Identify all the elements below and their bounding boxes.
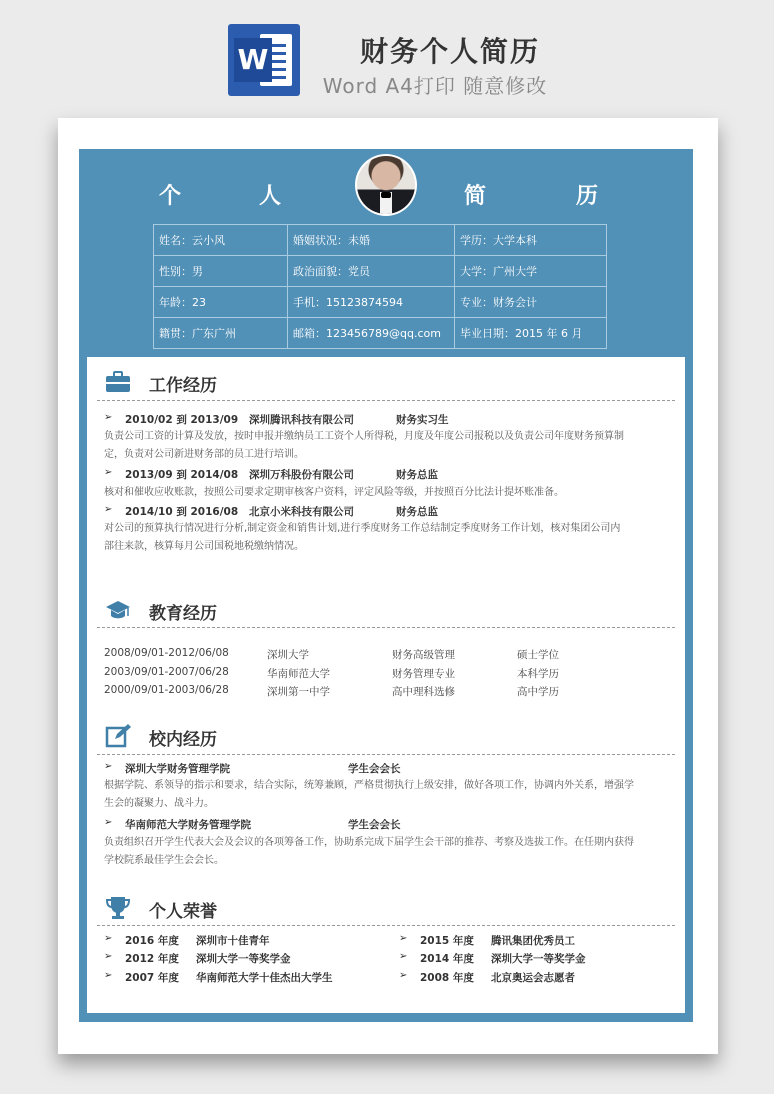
divider (97, 627, 675, 628)
job-description: 对公司的预算执行情况进行分析,制定资金和销售计划,进行季度财务工作总结制定季度财务工作计划，核对集团公司内 部往来款，核算每月公司国税地税缴纳情况。 (104, 523, 621, 552)
edit-icon (105, 723, 131, 749)
edu-major: 高中理科选修 (392, 686, 455, 698)
work-title: 工作经历 (149, 376, 217, 396)
header-char: 人 (259, 184, 282, 209)
info-cell: 专业：财务会计 (455, 287, 607, 318)
info-cell: 邮箱：123456789@qq.com (288, 318, 455, 349)
job-description: 核对和催收应收账款，按照公司要求定期审核客户资料，评定风险等级，并按照百分比法计提坏账准备。 (104, 487, 564, 498)
edu-school: 深圳大学 (267, 649, 309, 661)
info-cell: 姓名：云小风 (154, 225, 288, 256)
divider (97, 754, 675, 755)
edu-date: 2003/09/01-2007/06/28 (104, 666, 229, 678)
job-description: 负责公司工资的计算及发放，按时申报并缴纳员工工资个人所得税，月度及年度公司报税以及负责公司年度财务预算制 定，负责对公司新进财务部的员工进行培训。 (104, 431, 624, 460)
edu-degree: 硕士学位 (517, 649, 559, 661)
info-cell: 学历：大学本科 (455, 225, 607, 256)
edu-major: 财务高级管理 (392, 649, 455, 661)
avatar (355, 154, 417, 216)
info-cell: 毕业日期：2015 年 6 月 (455, 318, 607, 349)
info-cell: 政治面貌：党员 (288, 256, 455, 287)
resume-frame (79, 149, 693, 1022)
header-char: 个 (159, 184, 182, 209)
info-cell: 大学：广州大学 (455, 256, 607, 287)
info-cell: 年龄：23 (154, 287, 288, 318)
banner (0, 0, 774, 110)
info-cell: 婚姻状况：未婚 (288, 225, 455, 256)
campus-title: 校内经历 (149, 730, 217, 750)
header-char: 历 (576, 184, 599, 209)
edu-degree: 高中学历 (517, 686, 559, 698)
divider (97, 925, 675, 926)
briefcase-icon (105, 369, 131, 395)
banner-subtitle: Word A4打印 随意修改 (322, 74, 548, 98)
info-cell: 手机：15123874594 (288, 287, 455, 318)
edu-school: 华南师范大学 (267, 668, 330, 680)
edu-school: 深圳第一中学 (267, 686, 330, 698)
info-cell: 性别：男 (154, 256, 288, 287)
word-icon: W (228, 24, 300, 96)
resume-page (58, 118, 718, 1054)
honors-title: 个人荣誉 (149, 902, 217, 922)
divider (97, 400, 675, 401)
banner-title: 财务个人简历 (359, 35, 540, 68)
edu-date: 2008/09/01-2012/06/08 (104, 647, 229, 659)
trophy-icon (105, 895, 131, 921)
header-char: 简 (464, 184, 487, 209)
campus-description: 根据学院、系领导的指示和要求，结合实际，统筹兼顾，严格贯彻执行上级安排，做好各项工作，协调内外关系，增强学 生会的凝聚力、战斗力。 (104, 780, 634, 809)
edu-major: 财务管理专业 (392, 668, 455, 680)
graduation-cap-icon (105, 597, 131, 623)
campus-description: 负责组织召开学生代表大会及会议的各项筹备工作，协助系完成下届学生会干部的推荐、考察及选拔工作。在任期内获得 学校院系最佳学生会会长。 (104, 837, 634, 866)
personal-info-table (153, 224, 607, 349)
resume-body: 工作经历 ➢ 2010/02 到 2013/09 深圳腾讯科技有限公司 财务实习生 负责公司工资的计算及发放，按时申报并缴纳员工工资个人所得税，月度及年度公司报税以及负责公司年度财务预算制 定，负责对公司新进财务部的员工进行培训。 ➢ 2013/09 到 2014/08 深圳万科股份有限公司 财务总监 核对和催收应收账款，按照公司要求定期审核客户资料，评定风险等级，并按照百分比法计提坏账准备。 ➢ 2014/10 到 2016/08 北京小米科技有限公司 财务总监 对公司的预算执行情况进行分析,制定资金和销售计划,进行季度财务工作总结制定季度财务工作计划，核对集团公司内 部往来款，核算每月公司国税地税缴纳情况。 教育经历 2008/09/01-2012/06/08 深圳大学 财务高级管理 硕士学位 2003/09/01-2007/06/28 华南师范大学 财务管理专业 本科学历 2000/09/01-2003/06/28 深圳第一中学 高中理科选修 高中学历 校内经历 ➢ 深圳大学财务管理学院 学生会会长 根据学院、系领导的指示和要求，结合实际，统筹兼顾，严格贯彻执行上级安排，做好各项工作，协调内外关系，增强学 生会的凝聚力、战斗力。 ➢ 华南师范大学财务管理学院 学生会会长 负责组织召开学生代表大会及会议的各项筹备工作，协助系完成下届学生会干部的推荐、考察及选拔工作。在任期内获得 学校院系最佳学生会会长。 个人荣誉 ➢ 2016 年度 深圳市十佳青年 ➢ 2012 年度 深圳大学一等奖学金 ➢ 2007 年度 华南师范大学十佳杰出大学生 ➢ 2015 年度 腾讯集团优秀员工 ➢ 2014 年度 深圳大学一等奖学金 ➢ 2008 年度 北京奥运会志愿者 (87, 357, 685, 1013)
education-title: 教育经历 (149, 604, 217, 624)
edu-date: 2000/09/01-2003/06/28 (104, 684, 229, 696)
edu-degree: 本科学历 (517, 668, 559, 680)
info-cell: 籍贯：广东广州 (154, 318, 288, 349)
